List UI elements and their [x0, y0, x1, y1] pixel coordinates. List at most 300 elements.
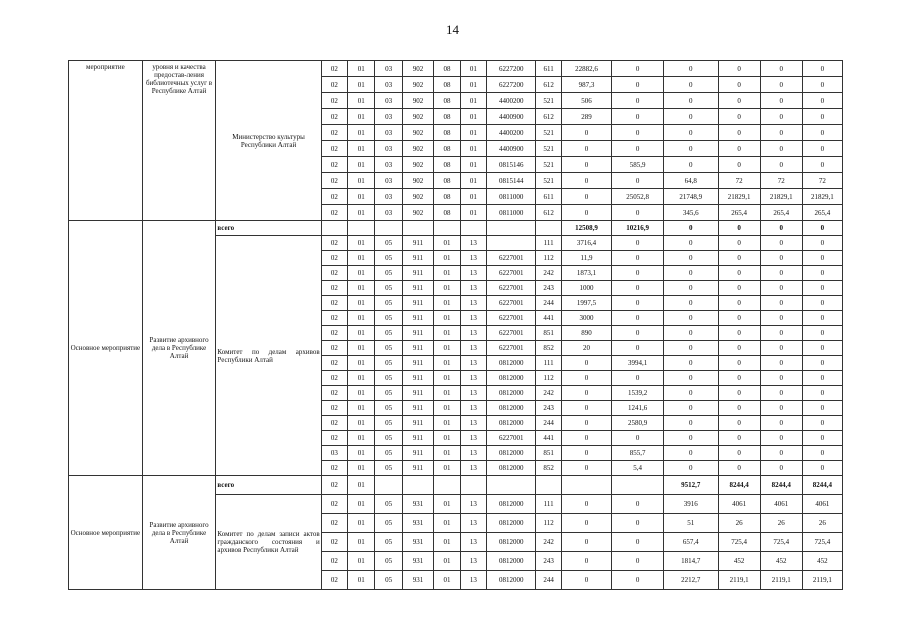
value-cell: 345,6	[663, 205, 718, 221]
value-cell: 26	[718, 514, 760, 533]
code-cell: 02	[321, 236, 347, 251]
code-cell: 6227001	[486, 326, 535, 341]
value-cell: 1814,7	[663, 552, 718, 571]
code-cell: 01	[348, 61, 375, 77]
value-cell: 725,4	[718, 533, 760, 552]
value-cell: 21829,1	[760, 189, 802, 205]
value-cell: 0	[760, 386, 802, 401]
code-cell: 13	[460, 571, 486, 590]
value-cell: 1000	[561, 281, 612, 296]
value-cell: 0	[612, 251, 664, 266]
code-cell: 01	[348, 189, 375, 205]
code-cell: 13	[460, 326, 486, 341]
value-cell: 0	[802, 386, 842, 401]
value-cell: 0	[802, 109, 842, 125]
value-cell: 0	[802, 157, 842, 173]
code-cell: 02	[321, 296, 347, 311]
value-cell: 0	[663, 141, 718, 157]
code-cell: 0811000	[486, 189, 535, 205]
code-cell: 6227001	[486, 311, 535, 326]
code-cell: 0812000	[486, 371, 535, 386]
code-cell: 01	[434, 356, 460, 371]
value-cell: 0	[612, 571, 664, 590]
code-cell: 242	[536, 386, 561, 401]
value-cell: 0	[718, 61, 760, 77]
value-cell: 0	[561, 157, 612, 173]
code-cell	[434, 221, 460, 236]
code-cell: 05	[375, 371, 402, 386]
value-cell: 1997,5	[561, 296, 612, 311]
code-cell: 0812000	[486, 416, 535, 431]
event-type-cell: мероприятие	[69, 61, 143, 221]
code-cell: 01	[460, 77, 486, 93]
value-cell: 21829,1	[802, 189, 842, 205]
value-cell: 0	[718, 341, 760, 356]
code-cell: 612	[536, 205, 561, 221]
code-cell: 01	[460, 157, 486, 173]
code-cell: 02	[321, 251, 347, 266]
value-cell: 452	[802, 552, 842, 571]
value-cell: 2119,1	[802, 571, 842, 590]
value-cell: 0	[612, 296, 664, 311]
code-cell: 911	[402, 431, 434, 446]
code-cell: 911	[402, 281, 434, 296]
code-cell: 02	[321, 157, 347, 173]
value-cell: 3994,1	[612, 356, 664, 371]
code-cell: 111	[536, 236, 561, 251]
code-cell: 911	[402, 416, 434, 431]
value-cell: 8244,4	[760, 476, 802, 495]
code-cell: 02	[321, 514, 347, 533]
executor-cell: Комитет по делам архивов Республики Алтай	[216, 236, 321, 476]
value-cell: 0	[718, 221, 760, 236]
code-cell: 03	[321, 446, 347, 461]
value-cell: 0	[612, 93, 664, 109]
value-cell: 0	[718, 386, 760, 401]
value-cell: 0	[561, 141, 612, 157]
code-cell: 03	[375, 125, 402, 141]
value-cell: 9512,7	[663, 476, 718, 495]
code-cell: 13	[460, 296, 486, 311]
value-cell: 265,4	[760, 205, 802, 221]
code-cell: 02	[321, 311, 347, 326]
code-cell: 6227200	[486, 61, 535, 77]
code-cell: 242	[536, 533, 561, 552]
code-cell: 0815146	[486, 157, 535, 173]
value-cell: 0	[663, 296, 718, 311]
value-cell: 0	[760, 251, 802, 266]
value-cell: 0	[612, 533, 664, 552]
code-cell: 03	[375, 93, 402, 109]
value-cell: 1873,1	[561, 266, 612, 281]
code-cell: 01	[434, 251, 460, 266]
code-cell: 6227001	[486, 296, 535, 311]
value-cell: 0	[802, 266, 842, 281]
value-cell: 0	[663, 266, 718, 281]
code-cell: 13	[460, 514, 486, 533]
value-cell: 64,8	[663, 173, 718, 189]
value-cell: 0	[760, 416, 802, 431]
code-cell: 0811000	[486, 205, 535, 221]
value-cell: 0	[663, 431, 718, 446]
code-cell: 911	[402, 461, 434, 476]
code-cell: 01	[348, 571, 375, 590]
value-cell: 0	[663, 311, 718, 326]
code-cell: 02	[321, 61, 347, 77]
value-cell: 26	[760, 514, 802, 533]
value-cell: 0	[663, 61, 718, 77]
code-cell: 611	[536, 189, 561, 205]
code-cell: 01	[348, 341, 375, 356]
code-cell: 911	[402, 311, 434, 326]
value-cell: 72	[718, 173, 760, 189]
code-cell: 6227200	[486, 77, 535, 93]
value-cell: 0	[663, 251, 718, 266]
code-cell: 05	[375, 495, 402, 514]
code-cell: 01	[348, 416, 375, 431]
code-cell: 911	[402, 401, 434, 416]
code-cell: 4400200	[486, 125, 535, 141]
value-cell: 0	[663, 356, 718, 371]
code-cell: 01	[460, 125, 486, 141]
value-cell: 0	[760, 311, 802, 326]
code-cell: 05	[375, 416, 402, 431]
value-cell: 0	[561, 173, 612, 189]
code-cell: 4400900	[486, 141, 535, 157]
value-cell: 855,7	[612, 446, 664, 461]
value-cell: 21748,9	[663, 189, 718, 205]
value-cell: 0	[612, 173, 664, 189]
code-cell: 05	[375, 341, 402, 356]
value-cell: 0	[760, 401, 802, 416]
code-cell: 911	[402, 341, 434, 356]
value-cell: 0	[760, 446, 802, 461]
code-cell: 02	[321, 326, 347, 341]
code-cell: 911	[402, 251, 434, 266]
value-cell: 0	[718, 446, 760, 461]
value-cell: 3716,4	[561, 236, 612, 251]
code-cell: 01	[434, 461, 460, 476]
code-cell: 931	[402, 495, 434, 514]
code-cell: 13	[460, 495, 486, 514]
code-cell: 01	[434, 495, 460, 514]
code-cell: 0812000	[486, 401, 535, 416]
code-cell: 01	[348, 157, 375, 173]
value-cell: 1539,2	[612, 386, 664, 401]
code-cell: 01	[434, 431, 460, 446]
code-cell: 6227001	[486, 281, 535, 296]
code-cell: 902	[402, 109, 434, 125]
code-cell: 0812000	[486, 446, 535, 461]
value-cell: 72	[802, 173, 842, 189]
value-cell: 0	[612, 311, 664, 326]
value-cell: 0	[760, 281, 802, 296]
code-cell: 0812000	[486, 552, 535, 571]
code-cell	[434, 476, 460, 495]
code-cell: 911	[402, 371, 434, 386]
code-cell	[536, 221, 561, 236]
value-cell: 0	[802, 281, 842, 296]
code-cell: 01	[434, 266, 460, 281]
value-cell: 0	[802, 431, 842, 446]
code-cell: 02	[321, 431, 347, 446]
value-cell: 0	[663, 401, 718, 416]
value-cell: 0	[561, 495, 612, 514]
code-cell: 02	[321, 205, 347, 221]
code-cell: 13	[460, 446, 486, 461]
code-cell: 02	[321, 125, 347, 141]
total-label: всего	[216, 221, 321, 236]
value-cell: 12508,9	[561, 221, 612, 236]
code-cell: 852	[536, 461, 561, 476]
value-cell: 0	[663, 386, 718, 401]
value-cell: 0	[561, 386, 612, 401]
value-cell: 0	[802, 61, 842, 77]
code-cell: 01	[348, 514, 375, 533]
code-cell: 01	[348, 93, 375, 109]
value-cell: 0	[612, 371, 664, 386]
code-cell: 521	[536, 93, 561, 109]
value-cell: 0	[802, 326, 842, 341]
code-cell: 851	[536, 446, 561, 461]
code-cell: 01	[348, 552, 375, 571]
value-cell: 0	[663, 157, 718, 173]
value-cell: 0	[663, 461, 718, 476]
value-cell: 2119,1	[718, 571, 760, 590]
code-cell	[375, 476, 402, 495]
code-cell: 02	[321, 189, 347, 205]
value-cell: 0	[802, 371, 842, 386]
code-cell: 01	[460, 61, 486, 77]
code-cell: 02	[321, 77, 347, 93]
code-cell: 01	[348, 461, 375, 476]
value-cell: 0	[718, 251, 760, 266]
code-cell: 03	[375, 173, 402, 189]
value-cell: 0	[760, 431, 802, 446]
code-cell: 01	[348, 326, 375, 341]
event-name-cell: Развитие архивного дела в Республике Алтай	[142, 221, 216, 476]
code-cell: 08	[434, 109, 460, 125]
code-cell: 02	[321, 281, 347, 296]
value-cell: 585,9	[612, 157, 664, 173]
code-cell: 243	[536, 552, 561, 571]
value-cell: 2212,7	[663, 571, 718, 590]
value-cell: 0	[802, 141, 842, 157]
code-cell: 911	[402, 266, 434, 281]
code-cell: 111	[536, 495, 561, 514]
value-cell: 0	[718, 416, 760, 431]
code-cell: 931	[402, 552, 434, 571]
code-cell: 0812000	[486, 461, 535, 476]
code-cell: 01	[434, 571, 460, 590]
code-cell: 05	[375, 571, 402, 590]
code-cell: 01	[348, 141, 375, 157]
code-cell: 05	[375, 386, 402, 401]
value-cell: 20	[561, 341, 612, 356]
code-cell: 01	[460, 189, 486, 205]
code-cell: 911	[402, 296, 434, 311]
value-cell: 11,9	[561, 251, 612, 266]
value-cell: 25052,8	[612, 189, 664, 205]
value-cell: 0	[561, 571, 612, 590]
code-cell: 02	[321, 495, 347, 514]
executor-cell: Министерство культуры Республики Алтай	[216, 61, 321, 221]
code-cell: 13	[460, 311, 486, 326]
code-cell: 08	[434, 93, 460, 109]
code-cell: 441	[536, 311, 561, 326]
code-cell: 931	[402, 533, 434, 552]
code-cell: 01	[348, 266, 375, 281]
code-cell: 01	[434, 533, 460, 552]
code-cell: 05	[375, 552, 402, 571]
code-cell: 112	[536, 371, 561, 386]
code-cell: 0812000	[486, 514, 535, 533]
code-cell: 521	[536, 125, 561, 141]
code-cell: 931	[402, 571, 434, 590]
value-cell: 0	[561, 371, 612, 386]
value-cell: 72	[760, 173, 802, 189]
code-cell: 612	[536, 109, 561, 125]
code-cell: 242	[536, 266, 561, 281]
value-cell: 725,4	[760, 533, 802, 552]
value-cell: 0	[760, 356, 802, 371]
code-cell: 931	[402, 514, 434, 533]
value-cell: 725,4	[802, 533, 842, 552]
code-cell: 05	[375, 266, 402, 281]
code-cell: 01	[348, 77, 375, 93]
code-cell: 01	[434, 281, 460, 296]
code-cell: 08	[434, 125, 460, 141]
value-cell: 0	[760, 341, 802, 356]
value-cell: 21829,1	[718, 189, 760, 205]
code-cell: 902	[402, 77, 434, 93]
value-cell: 0	[760, 109, 802, 125]
code-cell: 244	[536, 571, 561, 590]
value-cell: 0	[561, 189, 612, 205]
value-cell: 0	[612, 552, 664, 571]
total-row	[69, 221, 843, 236]
value-cell: 0	[561, 533, 612, 552]
value-cell: 987,3	[561, 77, 612, 93]
code-cell: 01	[434, 326, 460, 341]
code-cell: 911	[402, 386, 434, 401]
code-cell: 08	[434, 205, 460, 221]
value-cell: 0	[718, 281, 760, 296]
value-cell: 0	[718, 311, 760, 326]
code-cell: 05	[375, 431, 402, 446]
value-cell: 0	[802, 251, 842, 266]
value-cell: 0	[612, 61, 664, 77]
code-cell: 4400900	[486, 109, 535, 125]
code-cell: 08	[434, 173, 460, 189]
value-cell: 3000	[561, 311, 612, 326]
code-cell: 03	[375, 109, 402, 125]
value-cell: 0	[612, 341, 664, 356]
value-cell: 10216,9	[612, 221, 664, 236]
code-cell: 01	[434, 401, 460, 416]
code-cell: 02	[321, 173, 347, 189]
value-cell: 890	[561, 326, 612, 341]
code-cell: 02	[321, 386, 347, 401]
value-cell: 0	[802, 341, 842, 356]
value-cell: 0	[718, 236, 760, 251]
code-cell: 911	[402, 446, 434, 461]
code-cell: 01	[348, 173, 375, 189]
value-cell: 0	[612, 431, 664, 446]
code-cell	[348, 221, 375, 236]
code-cell: 02	[321, 416, 347, 431]
code-cell: 01	[348, 446, 375, 461]
value-cell: 22882,6	[561, 61, 612, 77]
value-cell: 0	[612, 266, 664, 281]
value-cell: 0	[612, 205, 664, 221]
value-cell: 0	[718, 93, 760, 109]
code-cell: 05	[375, 446, 402, 461]
value-cell: 0	[561, 514, 612, 533]
code-cell: 6227001	[486, 341, 535, 356]
value-cell: 0	[802, 461, 842, 476]
code-cell: 01	[348, 495, 375, 514]
code-cell: 02	[321, 552, 347, 571]
code-cell: 902	[402, 173, 434, 189]
code-cell: 08	[434, 189, 460, 205]
code-cell: 01	[460, 141, 486, 157]
value-cell: 0	[760, 77, 802, 93]
value-cell: 452	[718, 552, 760, 571]
value-cell: 0	[718, 431, 760, 446]
code-cell	[321, 221, 347, 236]
value-cell: 0	[760, 125, 802, 141]
event-type-cell: Основное мероприятие	[69, 476, 143, 590]
value-cell: 2119,1	[760, 571, 802, 590]
value-cell: 0	[561, 125, 612, 141]
value-cell: 5,4	[612, 461, 664, 476]
code-cell	[460, 221, 486, 236]
code-cell: 01	[434, 236, 460, 251]
value-cell: 0	[718, 109, 760, 125]
code-cell: 0812000	[486, 571, 535, 590]
code-cell: 01	[348, 205, 375, 221]
code-cell: 13	[460, 356, 486, 371]
code-cell: 01	[348, 296, 375, 311]
value-cell: 0	[663, 371, 718, 386]
code-cell: 243	[536, 281, 561, 296]
value-cell: 452	[760, 552, 802, 571]
code-cell: 911	[402, 356, 434, 371]
code-cell: 08	[434, 157, 460, 173]
event-name-cell: уровня и качества предостав-ления библиотечных услуг в Республике Алтай	[142, 61, 216, 221]
code-cell: 0812000	[486, 495, 535, 514]
value-cell: 0	[760, 61, 802, 77]
value-cell: 0	[612, 326, 664, 341]
value-cell: 0	[760, 236, 802, 251]
value-cell: 0	[718, 77, 760, 93]
code-cell: 521	[536, 141, 561, 157]
value-cell: 0	[663, 236, 718, 251]
code-cell: 0812000	[486, 386, 535, 401]
code-cell: 911	[402, 236, 434, 251]
value-cell: 0	[718, 157, 760, 173]
code-cell: 03	[375, 157, 402, 173]
code-cell: 05	[375, 356, 402, 371]
value-cell: 0	[612, 125, 664, 141]
value-cell: 0	[663, 446, 718, 461]
code-cell: 851	[536, 326, 561, 341]
code-cell	[486, 221, 535, 236]
value-cell: 0	[561, 205, 612, 221]
value-cell: 265,4	[718, 205, 760, 221]
code-cell: 01	[434, 446, 460, 461]
